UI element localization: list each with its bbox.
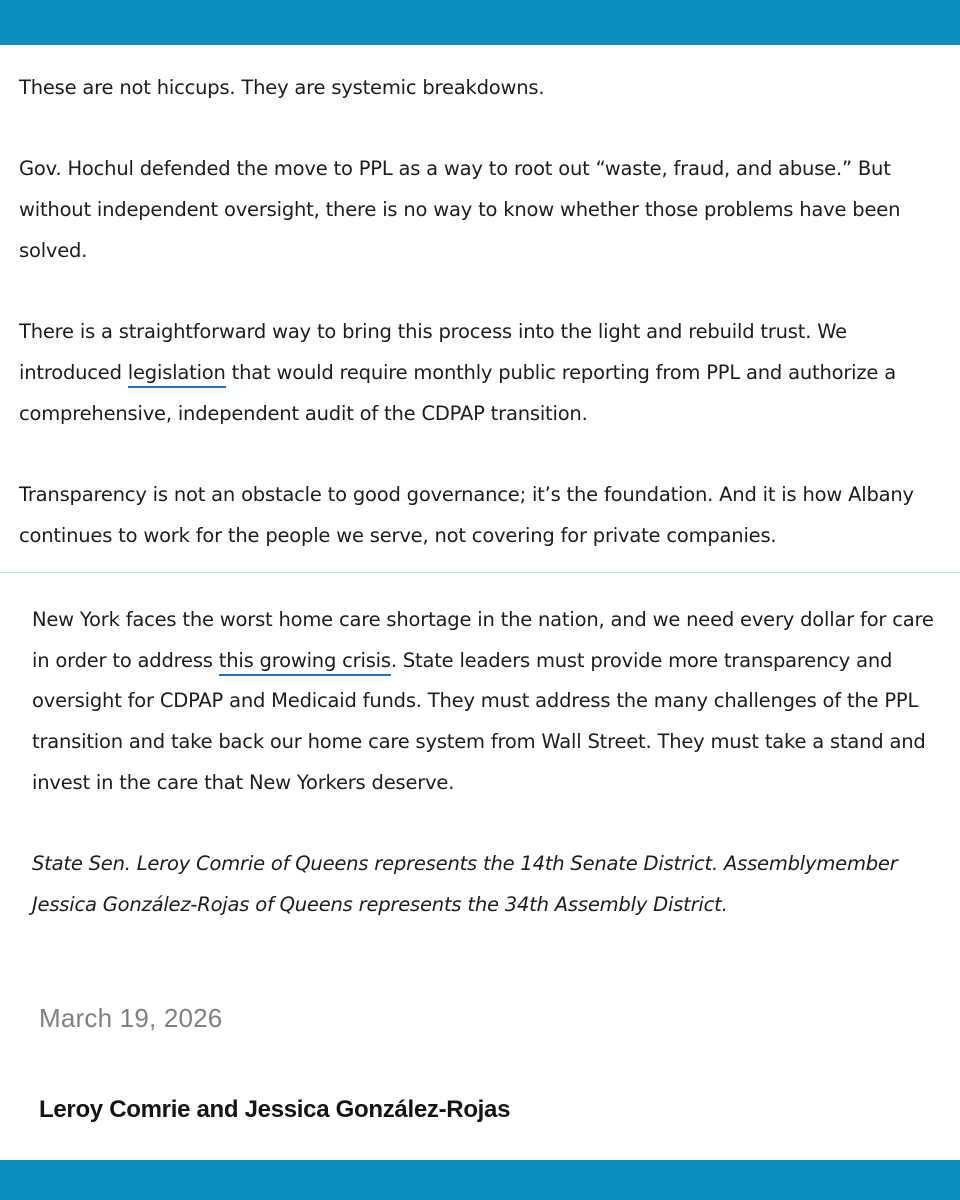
section-divider	[0, 572, 960, 573]
author-bio: State Sen. Leroy Comrie of Queens represents the 14th Senate District. Assemblymember Jessica González-Rojas of Queens represents the 34th Assembly District.	[32, 852, 898, 916]
paragraph-legislation-text-before: There is a straightforward way to bring this process into the light and rebuild trust. We introduced	[19, 320, 847, 384]
paragraph-systemic: These are not hiccups. They are systemic breakdowns.	[19, 76, 545, 99]
growing-crisis-link[interactable]: this growing crisis	[219, 649, 391, 676]
article-body-lower	[32, 600, 947, 926]
author-byline: Leroy Comrie and Jessica González-Rojas	[39, 1096, 511, 1123]
top-accent-bar	[0, 0, 960, 45]
paragraph-transparency: Transparency is not an obstacle to good governance; it’s the foundation. And it is how Albany continues to work for the people we serve, not covering for private companies.	[19, 482, 914, 547]
bottom-accent-bar	[0, 1160, 960, 1200]
paragraph-home-care	[32, 600, 947, 804]
paragraph-legislation-text-after: that would require monthly public reporting from PPL and authorize a comprehensive, independent audit of the CDPAP transition.	[19, 360, 896, 425]
paragraph-home-care-text-after: . State leaders must provide more transparency and oversight for CDPAP and Medicaid funds. They must address the many challenges of the PPL transition and take back our home care system from Wall Street. They must take a stand and invest in the care that New Yorkers deserve.	[32, 648, 926, 794]
legislation-link[interactable]: legislation	[128, 361, 226, 388]
publish-date: March 19, 2026	[39, 1003, 223, 1033]
paragraph-hochul: Gov. Hochul defended the move to PPL as a way to root out “waste, fraud, and abuse.” But without independent oversight, there is no way to know whether those problems have been solved.	[19, 157, 901, 262]
article-body-upper	[19, 68, 944, 556]
paragraph-legislation	[19, 312, 944, 434]
paragraph-home-care-text-before: New York faces the worst home care shortage in the nation, and we need every dollar for care in order to address	[32, 608, 934, 672]
